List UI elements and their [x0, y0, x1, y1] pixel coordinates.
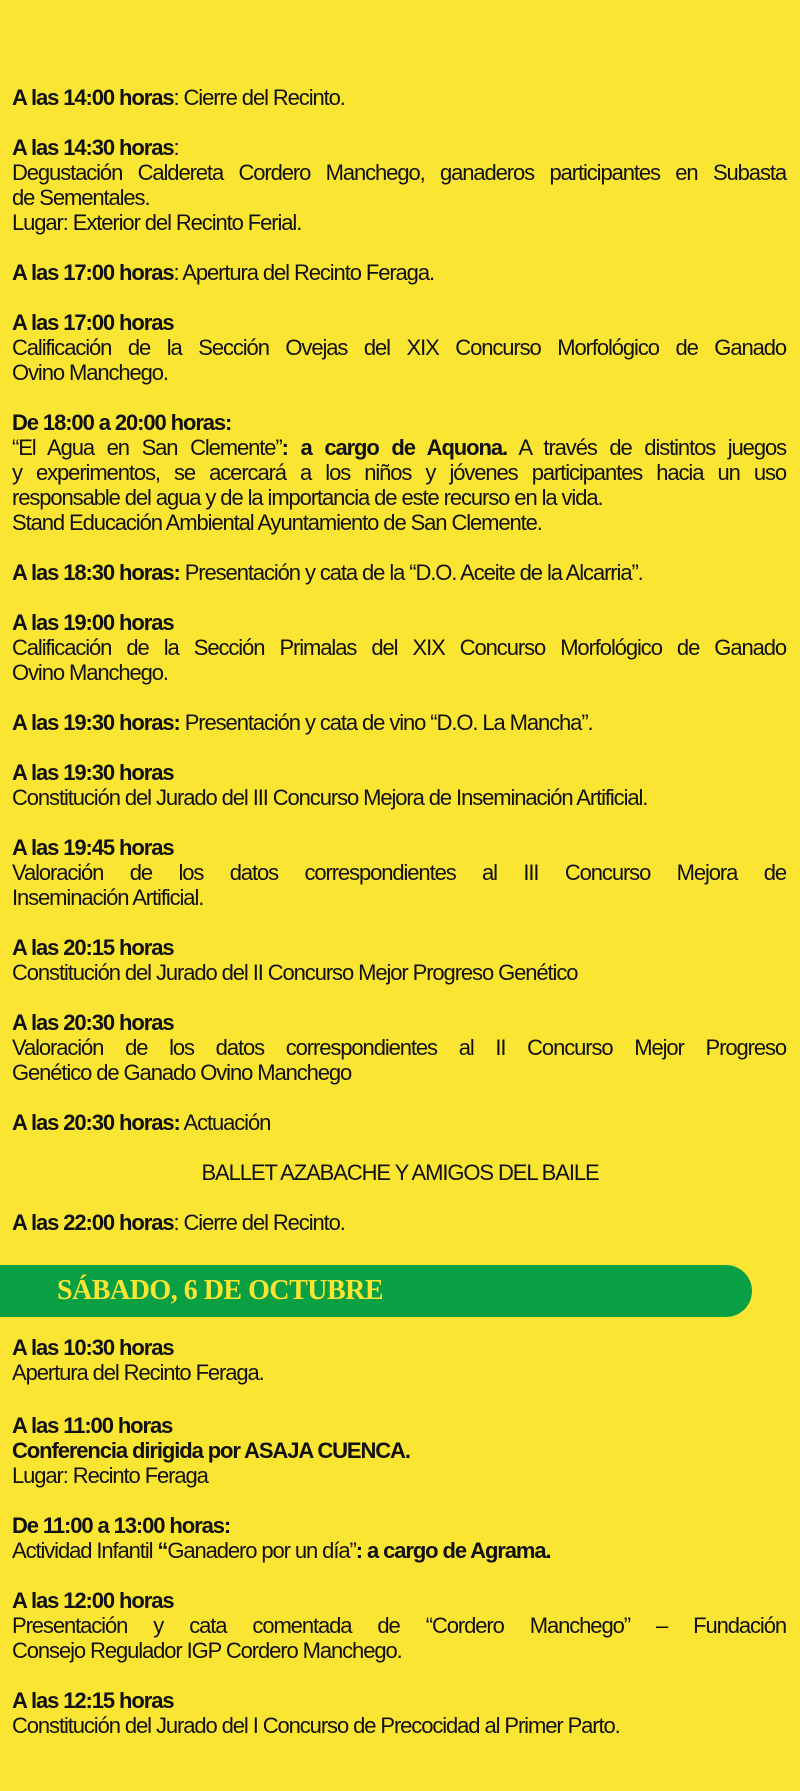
event-location: Stand Educación Ambiental Ayuntamiento de San Clemente.: [12, 510, 542, 535]
event-2030-actuacion: [12, 1110, 786, 1135]
event-2200: A las 22:00 horas: Cierre del Recinto.: [12, 1210, 345, 1235]
event-1930-wine: [12, 710, 786, 735]
event-2015: [12, 935, 786, 985]
event-time: A las 19:00 horas: [12, 610, 174, 635]
event-text: Cierre del Recinto.: [183, 1210, 345, 1235]
event-1400: A las 14:00 horas: Cierre del Recinto.: [12, 85, 345, 110]
event-text: Conferencia dirigida por ASAJA CUENCA.: [12, 1438, 410, 1463]
event-text: Cierre del Recinto.: [183, 85, 345, 110]
event-time: A las 14:00 horas: [12, 85, 174, 110]
event-time: A las 12:00 horas: [12, 1588, 174, 1613]
event-time: A las 11:00 horas: [12, 1413, 173, 1438]
event-text: Constitución del Jurado del III Concurso Mejora de Inseminación Artificial.: [12, 785, 648, 810]
event-time: A las 10:30 horas: [12, 1335, 174, 1360]
event-text: Calificación de la Sección Primalas del XIX Concurso Morfológico de Ganado: [12, 635, 786, 660]
event-1930-jurado: [12, 760, 786, 810]
event-text: Ovino Manchego.: [12, 360, 168, 385]
event-text: Calificación de la Sección Ovejas del XIX Concurso Morfológico de Ganado: [12, 335, 786, 360]
event-1945: [12, 835, 786, 910]
event-time: De 11:00 a 13:00 horas:: [12, 1513, 231, 1538]
event-text: Presentación y cata de la “D.O. Aceite de la Alcarria”.: [184, 560, 643, 585]
event-text: y experimentos, se acercará a los niños y jóvenes participantes hacia un uso: [12, 460, 786, 485]
event-text: Presentación y cata comentada de “Cordero Manchego” – Fundación: [12, 1613, 786, 1638]
event-time: A las 12:15 horas: [12, 1688, 174, 1713]
event-time: A las 20:30 horas:: [12, 1110, 180, 1135]
event-time: A las 19:30 horas:: [12, 710, 180, 735]
event-sat-1100-1300: De 11:00 a 13:00 horas: Actividad Infantil “Ganadero por un día”: a cargo de Agrama.: [12, 1513, 786, 1563]
event-text: Valoración de los datos correspondientes al II Concurso Mejor Progreso: [12, 1035, 786, 1060]
event-text: Presentación y cata de vino “D.O. La Mancha”.: [184, 710, 593, 735]
event-1700-opening: A las 17:00 horas: Apertura del Recinto Feraga.: [12, 260, 434, 285]
event-text: Degustación Caldereta Cordero Manchego, ganaderos participantes en Subasta: [12, 160, 786, 185]
event-time: A las 20:30 horas: [12, 1010, 174, 1035]
event-sat-1200: [12, 1588, 786, 1663]
event-1800-2000: De 18:00 a 20:00 horas: “El Agua en San Clemente”: a cargo de Aquona. A través de distintos juegos y experimentos, se acercará a los niños y jóvenes participantes hacia un uso responsable del agua y de la importancia de este recurso en la vida. Stand Educación Ambiental Ayuntamiento de San Clemente.: [12, 410, 786, 535]
event-text: de Sementales.: [12, 185, 150, 210]
event-text: Genético de Ganado Ovino Manchego: [12, 1060, 352, 1085]
event-sat-1100: [12, 1413, 786, 1488]
event-text: Constitución del Jurado del I Concurso de Precocidad al Primer Parto.: [12, 1713, 620, 1738]
event-sat-1030: [12, 1335, 786, 1385]
event-1700-ovejas: [12, 310, 786, 385]
performance-name: BALLET AZABACHE Y AMIGOS DEL BAILE: [201, 1160, 599, 1185]
event-time: A las 17:00 horas: [12, 310, 174, 335]
event-time: A las 17:00 horas: [12, 260, 174, 285]
event-sat-1215: [12, 1688, 786, 1738]
event-1430: A las 14:30 horas: Degustación Caldereta Cordero Manchego, ganaderos participantes en Subasta de Sementales. Lugar: Exterior del Recinto Ferial.: [12, 135, 786, 235]
day-title: SÁBADO, 6 DE OCTUBRE: [57, 1275, 384, 1306]
event-text: Consejo Regulador IGP Cordero Manchego.: [12, 1638, 402, 1663]
event-time: A las 20:15 horas: [12, 935, 174, 960]
event-2030-valoracion: [12, 1010, 786, 1085]
event-text: Constitución del Jurado del II Concurso Mejor Progreso Genético: [12, 960, 578, 985]
event-text: responsable del agua y de la importancia de este recurso en la vida.: [12, 485, 603, 510]
event-time: De 18:00 a 20:00 horas:: [12, 410, 232, 435]
event-text: Apertura del Recinto Feraga.: [182, 260, 434, 285]
event-text: Apertura del Recinto Feraga.: [12, 1360, 264, 1385]
event-text: Inseminación Artificial.: [12, 885, 204, 910]
event-text: Ovino Manchego.: [12, 660, 168, 685]
event-text: Actuación: [183, 1110, 271, 1135]
event-location: Lugar: Exterior del Recinto Ferial.: [12, 210, 302, 235]
event-time: A las 19:45 horas: [12, 835, 174, 860]
event-1830: [12, 560, 786, 585]
event-text: Valoración de los datos correspondientes al III Concurso Mejora de: [12, 860, 786, 885]
event-time: A las 22:00 horas: [12, 1210, 174, 1235]
day-banner-saturday: [0, 1265, 752, 1317]
event-time: A las 18:30 horas:: [12, 560, 180, 585]
event-location: Lugar: Recinto Feraga: [12, 1463, 208, 1488]
event-time: A las 19:30 horas: [12, 760, 174, 785]
event-time: A las 14:30 horas: [12, 135, 174, 160]
event-1900: [12, 610, 786, 685]
